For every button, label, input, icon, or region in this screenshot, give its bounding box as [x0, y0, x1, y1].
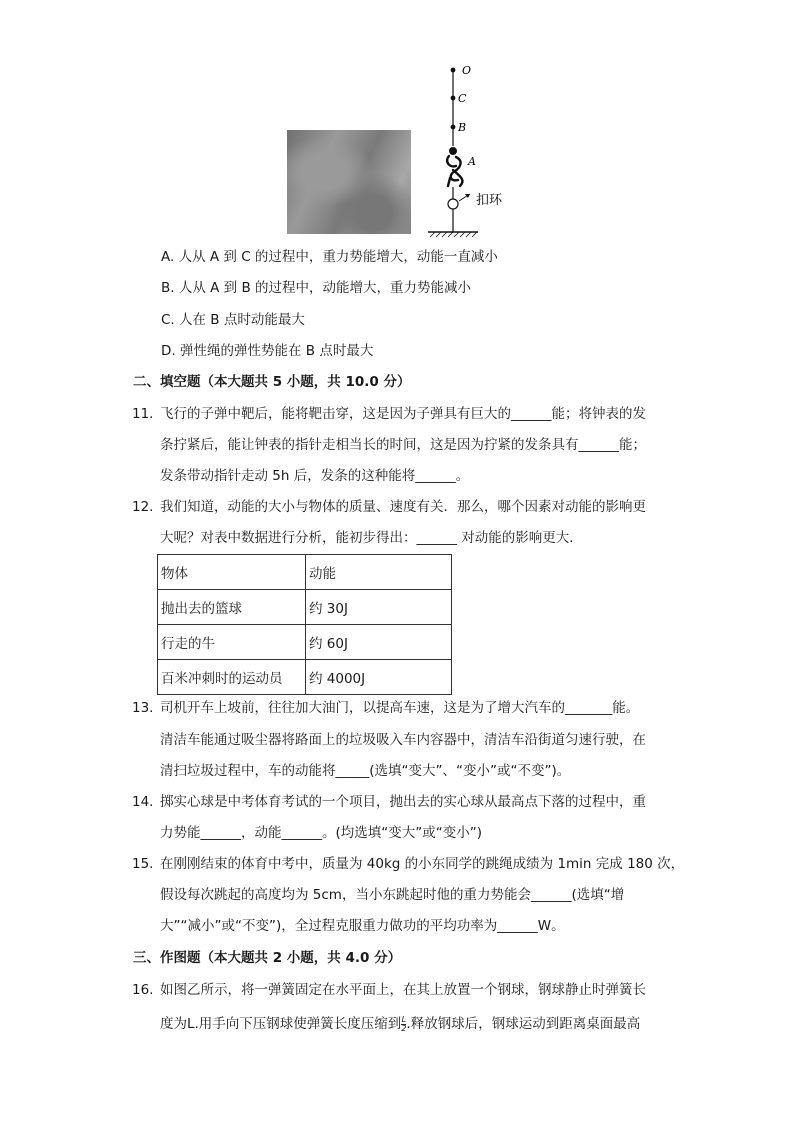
label-o: O	[462, 64, 472, 77]
q10-option-c: C. 人在 B 点时动能最大	[161, 312, 305, 328]
table-row	[158, 660, 452, 695]
q10-option-b: B. 人从 A 到 B 的过程中，动能增大，重力势能减小	[161, 280, 472, 296]
section-heading-fill-in: 二、填空题（本大题共 5 小题，共 10.0 分）	[133, 374, 411, 390]
fraction-numerator: L	[401, 1014, 407, 1024]
q16-number: 16.	[132, 982, 154, 998]
label-c: C	[458, 92, 467, 105]
jumper-figure	[447, 147, 462, 186]
table-cell: 约 30J	[306, 590, 452, 625]
label-b: B	[458, 121, 467, 134]
q14-number: 14.	[132, 794, 154, 810]
bungee-photo	[287, 130, 411, 234]
q16-line2-pre: 度为L.用手向下压钢球使弹簧长度压缩到	[160, 1016, 402, 1032]
q11-line: 条拧紧后，能让钟表的指针走相当长的时间，这是因为拧紧的发条具有______能；	[160, 437, 646, 453]
q10-option-d: D. 弹性绳的弹性势能在 B 点时最大	[161, 343, 374, 359]
ring-icon	[448, 199, 458, 209]
q15-number: 15.	[132, 856, 154, 872]
label-a: A	[468, 155, 476, 168]
q11-number: 11.	[132, 406, 154, 422]
q11-line: 发条带动指针走动 5h 后，发条的这种能将______。	[160, 468, 470, 484]
table-row	[158, 590, 452, 625]
bungee-diagram	[420, 58, 520, 244]
table-cell: 约 4000J	[306, 660, 452, 695]
q12-line: 我们知道，动能的大小与物体的质量、速度有关．那么，哪个因素对动能的影响更	[160, 499, 646, 515]
q16-line2-post: .释放钢球后，钢球运动到距离桌面最高	[406, 1016, 641, 1032]
point-o	[451, 68, 456, 73]
q13-line: 司机开车上坡前，往往加大油门，以提高车速，这是为了增大汽车的_______能。	[160, 700, 640, 716]
q16-line	[160, 1015, 640, 1033]
point-c	[451, 96, 456, 101]
q12-number: 12.	[132, 499, 154, 515]
q11-line: 飞行的子弹中靶后，能将靶击穿，这是因为子弹具有巨大的______能；将钟表的发	[160, 406, 646, 422]
q16-line: 如图乙所示，将一弹簧固定在水平面上，在其上放置一个钢球，钢球静止时弹簧长	[160, 982, 646, 998]
table-row	[158, 625, 452, 660]
q13-number: 13.	[132, 700, 154, 716]
table-cell: 抛出去的篮球	[158, 590, 306, 625]
table-header-row	[158, 555, 452, 590]
table-cell: 约 60J	[306, 625, 452, 660]
label-ring: 扣环	[476, 193, 503, 208]
point-b	[451, 125, 456, 130]
table-cell: 百米冲刺时的运动员	[158, 660, 306, 695]
table-cell: 行走的牛	[158, 625, 306, 660]
section-heading-drawing: 三、作图题（本大题共 2 小题，共 4.0 分）	[133, 950, 402, 966]
ground-hatch	[430, 232, 477, 237]
q14-line: 力势能______，动能______。(均选填“变大”或“变小”)	[160, 825, 483, 841]
fraction-denominator: 2	[401, 1023, 407, 1033]
q13-line: 清洁车能通过吸尘器将路面上的垃圾吸入车内容器中，清洁车沿街道匀速行驶，在	[160, 732, 646, 748]
q10-option-a: A. 人从 A 到 C 的过程中，重力势能增大，动能一直减小	[161, 249, 498, 265]
q15-line: 大”“减小”或“不变”)，全过程克服重力做功的平均功率为______W。	[160, 918, 565, 934]
energy-table	[157, 554, 452, 695]
q15-line: 在刚刚结束的体育中考中，质量为 40kg 的小东同学的跳绳成绩为 1min 完成 180 次，	[160, 856, 685, 872]
table-header-cell: 动能	[306, 555, 452, 590]
q12-line: 大呢？对表中数据进行分析，能初步得出：______ 对动能的影响更大．	[160, 530, 583, 546]
q14-line: 掷实心球是中考体育考试的一个项目，抛出去的实心球从最高点下落的过程中，重	[160, 794, 646, 810]
q15-line: 假设每次跳起的高度均为 5cm，当小东跳起时他的重力势能会______(选填“增	[160, 887, 625, 903]
table-header-cell: 物体	[158, 555, 306, 590]
q13-line: 清扫垃圾过程中，车的动能将_____(选填“变大”、“变小”或“不变”)。	[160, 763, 571, 779]
